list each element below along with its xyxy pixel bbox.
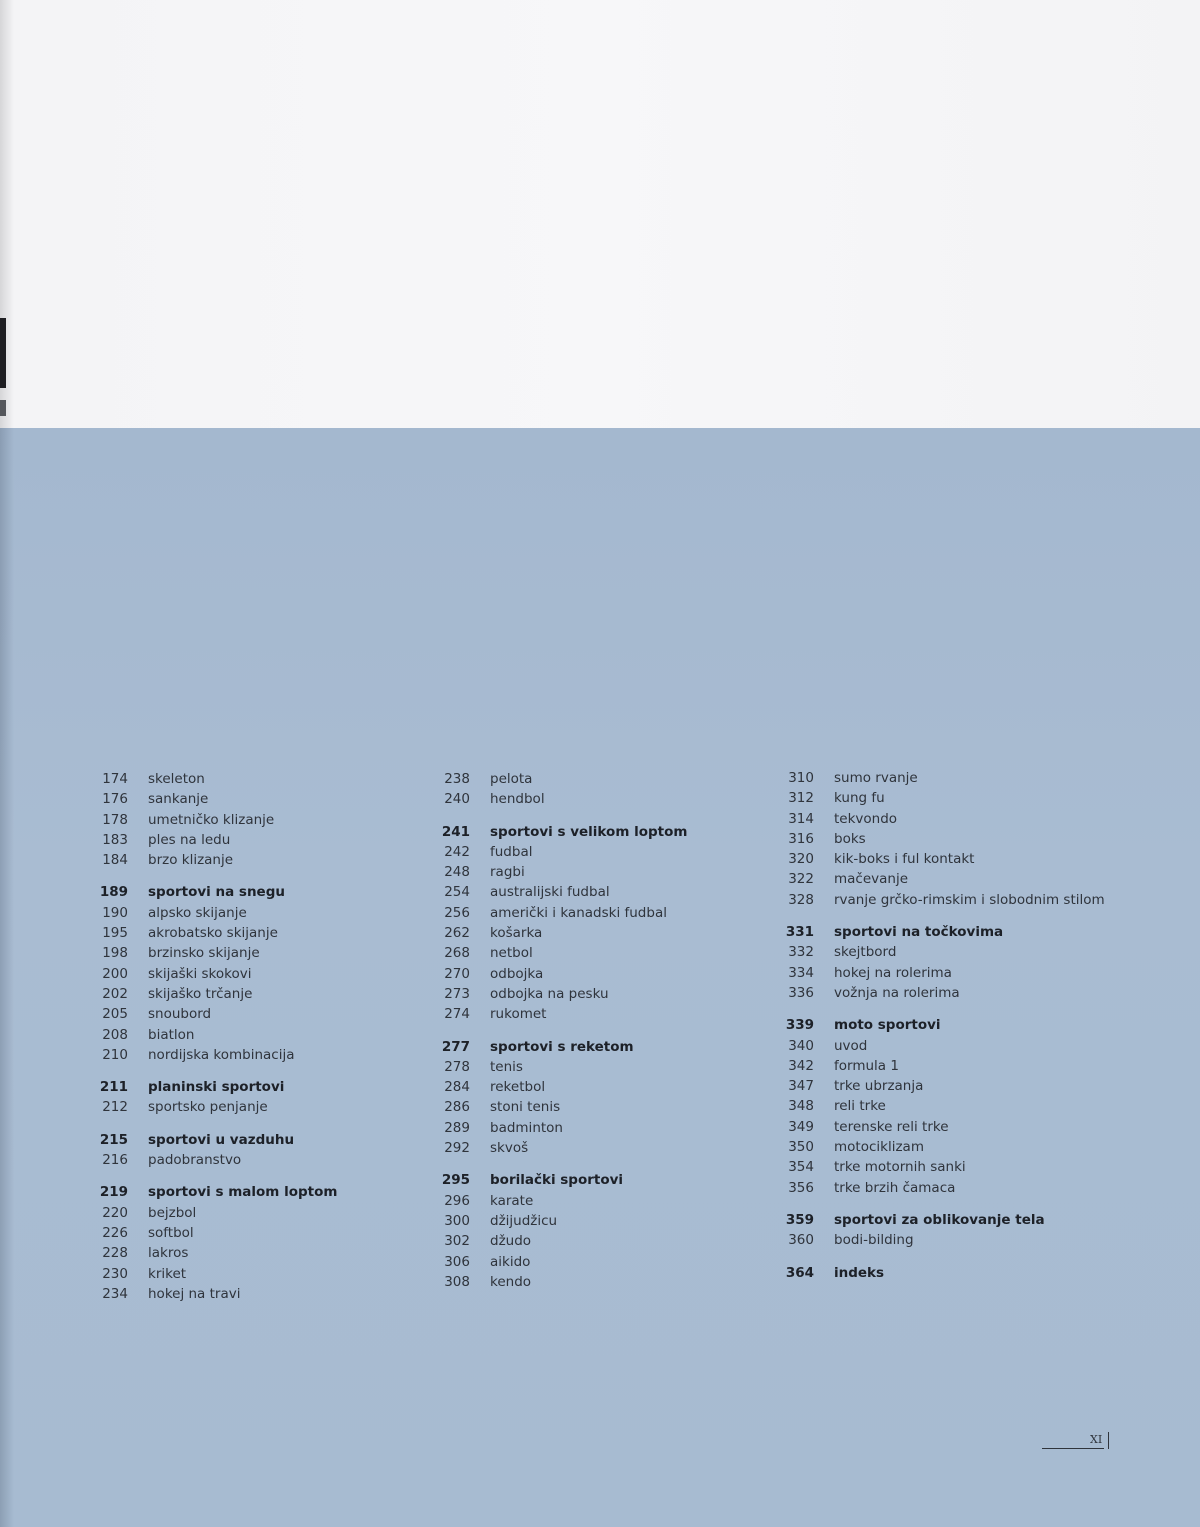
toc-title: indeks [834, 1264, 885, 1281]
toc-page-number: 234 [102, 1285, 128, 1302]
toc-page-number: 354 [788, 1159, 814, 1176]
toc-title: džijudžicu [490, 1212, 558, 1229]
toc-title: skijaško trčanje [148, 985, 253, 1002]
toc-page-number: 242 [444, 843, 470, 860]
toc-entry [90, 769, 337, 789]
toc-page-number: 202 [102, 985, 128, 1002]
toc-title: lakros [148, 1245, 189, 1262]
toc-title: trke motornih sanki [834, 1159, 966, 1176]
toc-title: skijaški skokovi [148, 965, 252, 982]
toc-entry [432, 984, 687, 1004]
toc-page-number: 289 [444, 1119, 470, 1136]
toc-title: košarka [490, 925, 543, 942]
binding-shadow [0, 318, 6, 388]
toc-title: australijski fudbal [490, 884, 610, 901]
toc-title: reli trke [834, 1098, 886, 1115]
toc-entry [432, 1077, 687, 1097]
toc-page-number: 273 [444, 985, 470, 1002]
folio-rule [1042, 1448, 1104, 1449]
toc-title: ples na ledu [148, 831, 231, 848]
toc-title: motociklizam [834, 1139, 924, 1156]
toc-title: moto sportovi [834, 1017, 941, 1034]
toc-entry [432, 862, 687, 882]
toc-entry [776, 1157, 1105, 1177]
toc-page-number: 248 [444, 864, 470, 881]
toc-entry [776, 1036, 1105, 1056]
toc-title: akrobatsko skijanje [148, 925, 278, 942]
toc-page-number: 334 [788, 964, 814, 981]
toc-page-number: 238 [444, 771, 470, 787]
toc-title: boks [834, 830, 866, 847]
toc-entry [776, 768, 1105, 788]
toc-page-number: 198 [102, 945, 128, 962]
toc-entry [432, 923, 687, 943]
toc-column-2 [432, 769, 687, 1292]
toc-page-number: 356 [788, 1179, 814, 1196]
toc-page-number: 220 [102, 1204, 128, 1221]
toc-entry [776, 849, 1105, 869]
toc-entry [432, 1057, 687, 1077]
toc-page-number: 348 [788, 1098, 814, 1115]
toc-entry [90, 943, 337, 963]
toc-page-number: 228 [102, 1245, 128, 1262]
toc-title: odbojka na pesku [490, 985, 609, 1002]
toc-entry [90, 1045, 337, 1065]
toc-entry [432, 964, 687, 984]
toc-section-heading [432, 1037, 687, 1057]
toc-title: karate [490, 1192, 534, 1209]
toc-page-number: 347 [788, 1078, 814, 1095]
toc-title: nordijska kombinacija [148, 1046, 295, 1063]
toc-title: rvanje grčko-rimskim i slobodnim stilom [834, 891, 1105, 908]
toc-title: uvod [834, 1037, 868, 1054]
toc-title: skvoš [490, 1140, 529, 1157]
toc-section-heading [90, 882, 337, 902]
toc-entry [90, 1264, 337, 1284]
toc-page-number: 295 [441, 1172, 470, 1189]
toc-title: sportovi s malom loptom [148, 1184, 338, 1201]
toc-page-number: 190 [102, 904, 128, 921]
toc-title: hokej na rolerima [834, 964, 952, 981]
toc-entry [432, 1272, 687, 1292]
toc-page-number: 176 [102, 791, 128, 808]
toc-entry [90, 1243, 337, 1263]
toc-section-heading [90, 1077, 337, 1097]
toc-page-number: 241 [441, 823, 470, 840]
toc-entry [776, 788, 1105, 808]
toc-entry [776, 869, 1105, 889]
binding-shadow-small [0, 400, 6, 416]
toc-entry [776, 1117, 1105, 1137]
toc-page-number: 308 [444, 1273, 470, 1290]
toc-page-number: 274 [444, 1006, 470, 1023]
toc-title: umetničko klizanje [148, 811, 275, 828]
toc-section-heading [432, 1170, 687, 1190]
toc-title: formula 1 [834, 1057, 899, 1074]
toc-page-number: 268 [444, 945, 470, 962]
toc-title: fudbal [490, 843, 533, 860]
toc-title: snoubord [148, 1006, 212, 1023]
toc-entry [90, 923, 337, 943]
toc-page-number: 189 [99, 884, 128, 901]
toc-title: padobranstvo [148, 1152, 242, 1169]
toc-entry [776, 1178, 1105, 1198]
toc-entry [432, 1004, 687, 1024]
toc-entry [90, 830, 337, 850]
toc-page-number: 332 [788, 944, 814, 961]
toc-title: kung fu [834, 790, 885, 807]
toc-entry [90, 964, 337, 984]
toc-page-number: 322 [788, 871, 814, 888]
toc-title: mačevanje [834, 871, 909, 888]
toc-page-number: 336 [788, 984, 814, 1001]
toc-page-number: 219 [99, 1184, 128, 1201]
toc-entry [776, 983, 1105, 1003]
toc-entry [432, 1252, 687, 1272]
toc-entry [90, 903, 337, 923]
toc-section-heading [776, 1015, 1105, 1035]
toc-title: brzinsko skijanje [148, 945, 260, 962]
toc-section-heading [90, 1130, 337, 1150]
toc-page-number: 340 [788, 1037, 814, 1054]
toc-entry [776, 1137, 1105, 1157]
toc-section-heading [776, 922, 1105, 942]
toc-entry [432, 1211, 687, 1231]
toc-page-number: 208 [102, 1026, 128, 1043]
toc-entry [776, 942, 1105, 962]
toc-title: borilački sportovi [490, 1172, 624, 1189]
toc-entry [432, 1231, 687, 1251]
toc-section-heading [776, 1263, 1105, 1283]
toc-page-number: 211 [99, 1079, 128, 1096]
toc-title: sportovi u vazduhu [148, 1131, 295, 1148]
toc-page-number: 277 [441, 1038, 470, 1055]
toc-title: sportovi s reketom [490, 1038, 634, 1055]
toc-page-number: 205 [102, 1006, 128, 1023]
toc-title: sportovi na snegu [148, 884, 285, 901]
toc-title: odbojka [490, 965, 544, 982]
toc-title: softbol [148, 1224, 194, 1241]
toc-entry [90, 1223, 337, 1243]
toc-title: hokej na travi [148, 1285, 241, 1302]
toc-entry [432, 882, 687, 902]
toc-page-number: 278 [444, 1058, 470, 1075]
toc-title: biatlon [148, 1026, 195, 1043]
toc-page-number: 350 [788, 1139, 814, 1156]
toc-entry [90, 1203, 337, 1223]
toc-page-number: 306 [444, 1253, 470, 1270]
toc-title: trke brzih čamaca [834, 1179, 956, 1196]
toc-title: kendo [490, 1273, 532, 1290]
toc-page-number: 215 [99, 1131, 128, 1148]
toc-entry [776, 1230, 1105, 1250]
toc-page-number: 320 [788, 851, 814, 868]
toc-page-number: 262 [444, 925, 470, 942]
toc-entry [776, 1076, 1105, 1096]
toc-title: kik-boks i ful kontakt [834, 851, 975, 868]
toc-page-number: 364 [785, 1264, 814, 1281]
toc-entry [432, 842, 687, 862]
toc-title: američki i kanadski fudbal [490, 904, 667, 921]
toc-title: kriket [148, 1265, 187, 1282]
toc-title: planinski sportovi [148, 1079, 285, 1096]
toc-page-number: 331 [785, 924, 814, 941]
toc-page-number: 284 [444, 1079, 470, 1096]
toc-entry [432, 1191, 687, 1211]
toc-entry [776, 809, 1105, 829]
toc-entry [90, 1004, 337, 1024]
toc-page-number: 349 [788, 1118, 814, 1135]
toc-entry [776, 1096, 1105, 1116]
toc-title: aikido [490, 1253, 531, 1270]
toc-page-number: 178 [102, 811, 128, 828]
toc-page-number: 226 [102, 1224, 128, 1241]
folio-tick [1108, 1432, 1109, 1449]
toc-title: hendbol [490, 791, 545, 808]
toc-entry [432, 1118, 687, 1138]
toc-page-number: 256 [444, 904, 470, 921]
toc-entry [90, 1097, 337, 1117]
toc-title: sportovi za oblikovanje tela [834, 1211, 1045, 1228]
toc-title: skeleton [148, 771, 205, 787]
toc-section-heading [776, 1210, 1105, 1230]
toc-entry [90, 1025, 337, 1045]
toc-page-number: 302 [444, 1233, 470, 1250]
toc-page-number: 286 [444, 1099, 470, 1116]
toc-section-heading [432, 822, 687, 842]
toc-section-heading [90, 1182, 337, 1202]
toc-column-1 [90, 769, 337, 1304]
toc-title: rukomet [490, 1006, 547, 1023]
toc-entry [90, 810, 337, 830]
toc-page-number: 210 [102, 1046, 128, 1063]
toc-title: džudo [490, 1233, 532, 1250]
toc-page-number: 212 [102, 1099, 128, 1116]
toc-entry [432, 1097, 687, 1117]
toc-page-number: 339 [785, 1017, 814, 1034]
toc-entry [776, 890, 1105, 910]
toc-page-number: 216 [102, 1152, 128, 1169]
toc-column-3 [776, 768, 1105, 1283]
toc-entry [432, 943, 687, 963]
toc-page-number: 270 [444, 965, 470, 982]
toc-title: ragbi [490, 864, 525, 881]
toc-page-number: 292 [444, 1140, 470, 1157]
toc-title: vožnja na rolerima [834, 984, 960, 1001]
toc-title: sportsko penjanje [148, 1099, 268, 1116]
page-number: XI [1090, 1433, 1103, 1446]
toc-page-number: 342 [788, 1057, 814, 1074]
toc-title: sportovi na točkovima [834, 924, 1004, 941]
toc-page-number: 254 [444, 884, 470, 901]
toc-title: sumo rvanje [834, 770, 918, 786]
toc-entry [776, 963, 1105, 983]
toc-title: badminton [490, 1119, 563, 1136]
toc-title: bejzbol [148, 1204, 197, 1221]
toc-title: skejtbord [834, 944, 897, 961]
toc-title: tenis [490, 1058, 523, 1075]
blank-page-area [0, 0, 1200, 428]
toc-entry [432, 789, 687, 809]
toc-title: stoni tenis [490, 1099, 561, 1116]
toc-entry [90, 789, 337, 809]
toc-page-number: 183 [102, 831, 128, 848]
toc-entry [776, 829, 1105, 849]
toc-title: terenske reli trke [834, 1118, 949, 1135]
toc-title: reketbol [490, 1079, 546, 1096]
toc-page-number: 360 [788, 1232, 814, 1249]
toc-entry [776, 1056, 1105, 1076]
toc-page-number: 195 [102, 925, 128, 942]
toc-title: brzo klizanje [148, 852, 234, 869]
toc-page-number: 316 [788, 830, 814, 847]
toc-page-number: 312 [788, 790, 814, 807]
toc-entry [90, 1150, 337, 1170]
toc-page-number: 200 [102, 965, 128, 982]
toc-page-number: 174 [102, 771, 128, 787]
toc-title: sankanje [148, 791, 209, 808]
toc-page-number: 310 [788, 770, 814, 786]
toc-page-number: 314 [788, 810, 814, 827]
toc-page-number: 296 [444, 1192, 470, 1209]
toc-page-number: 240 [444, 791, 470, 808]
toc-title: sportovi s velikom loptom [490, 823, 688, 840]
toc-entry [90, 984, 337, 1004]
toc-title: bodi-bilding [834, 1232, 914, 1249]
toc-page-number: 328 [788, 891, 814, 908]
toc-title: tekvondo [834, 810, 898, 827]
toc-title: trke ubrzanja [834, 1078, 924, 1095]
toc-title: pelota [490, 771, 533, 787]
toc-entry [432, 1138, 687, 1158]
toc-page-number: 230 [102, 1265, 128, 1282]
toc-entry [432, 769, 687, 789]
toc-entry [90, 850, 337, 870]
toc-title: netbol [490, 945, 533, 962]
toc-entry [432, 903, 687, 923]
toc-page-number: 359 [785, 1211, 814, 1228]
toc-entry [90, 1284, 337, 1304]
toc-page-number: 184 [102, 852, 128, 869]
toc-title: alpsko skijanje [148, 904, 247, 921]
toc-page-number: 300 [444, 1212, 470, 1229]
